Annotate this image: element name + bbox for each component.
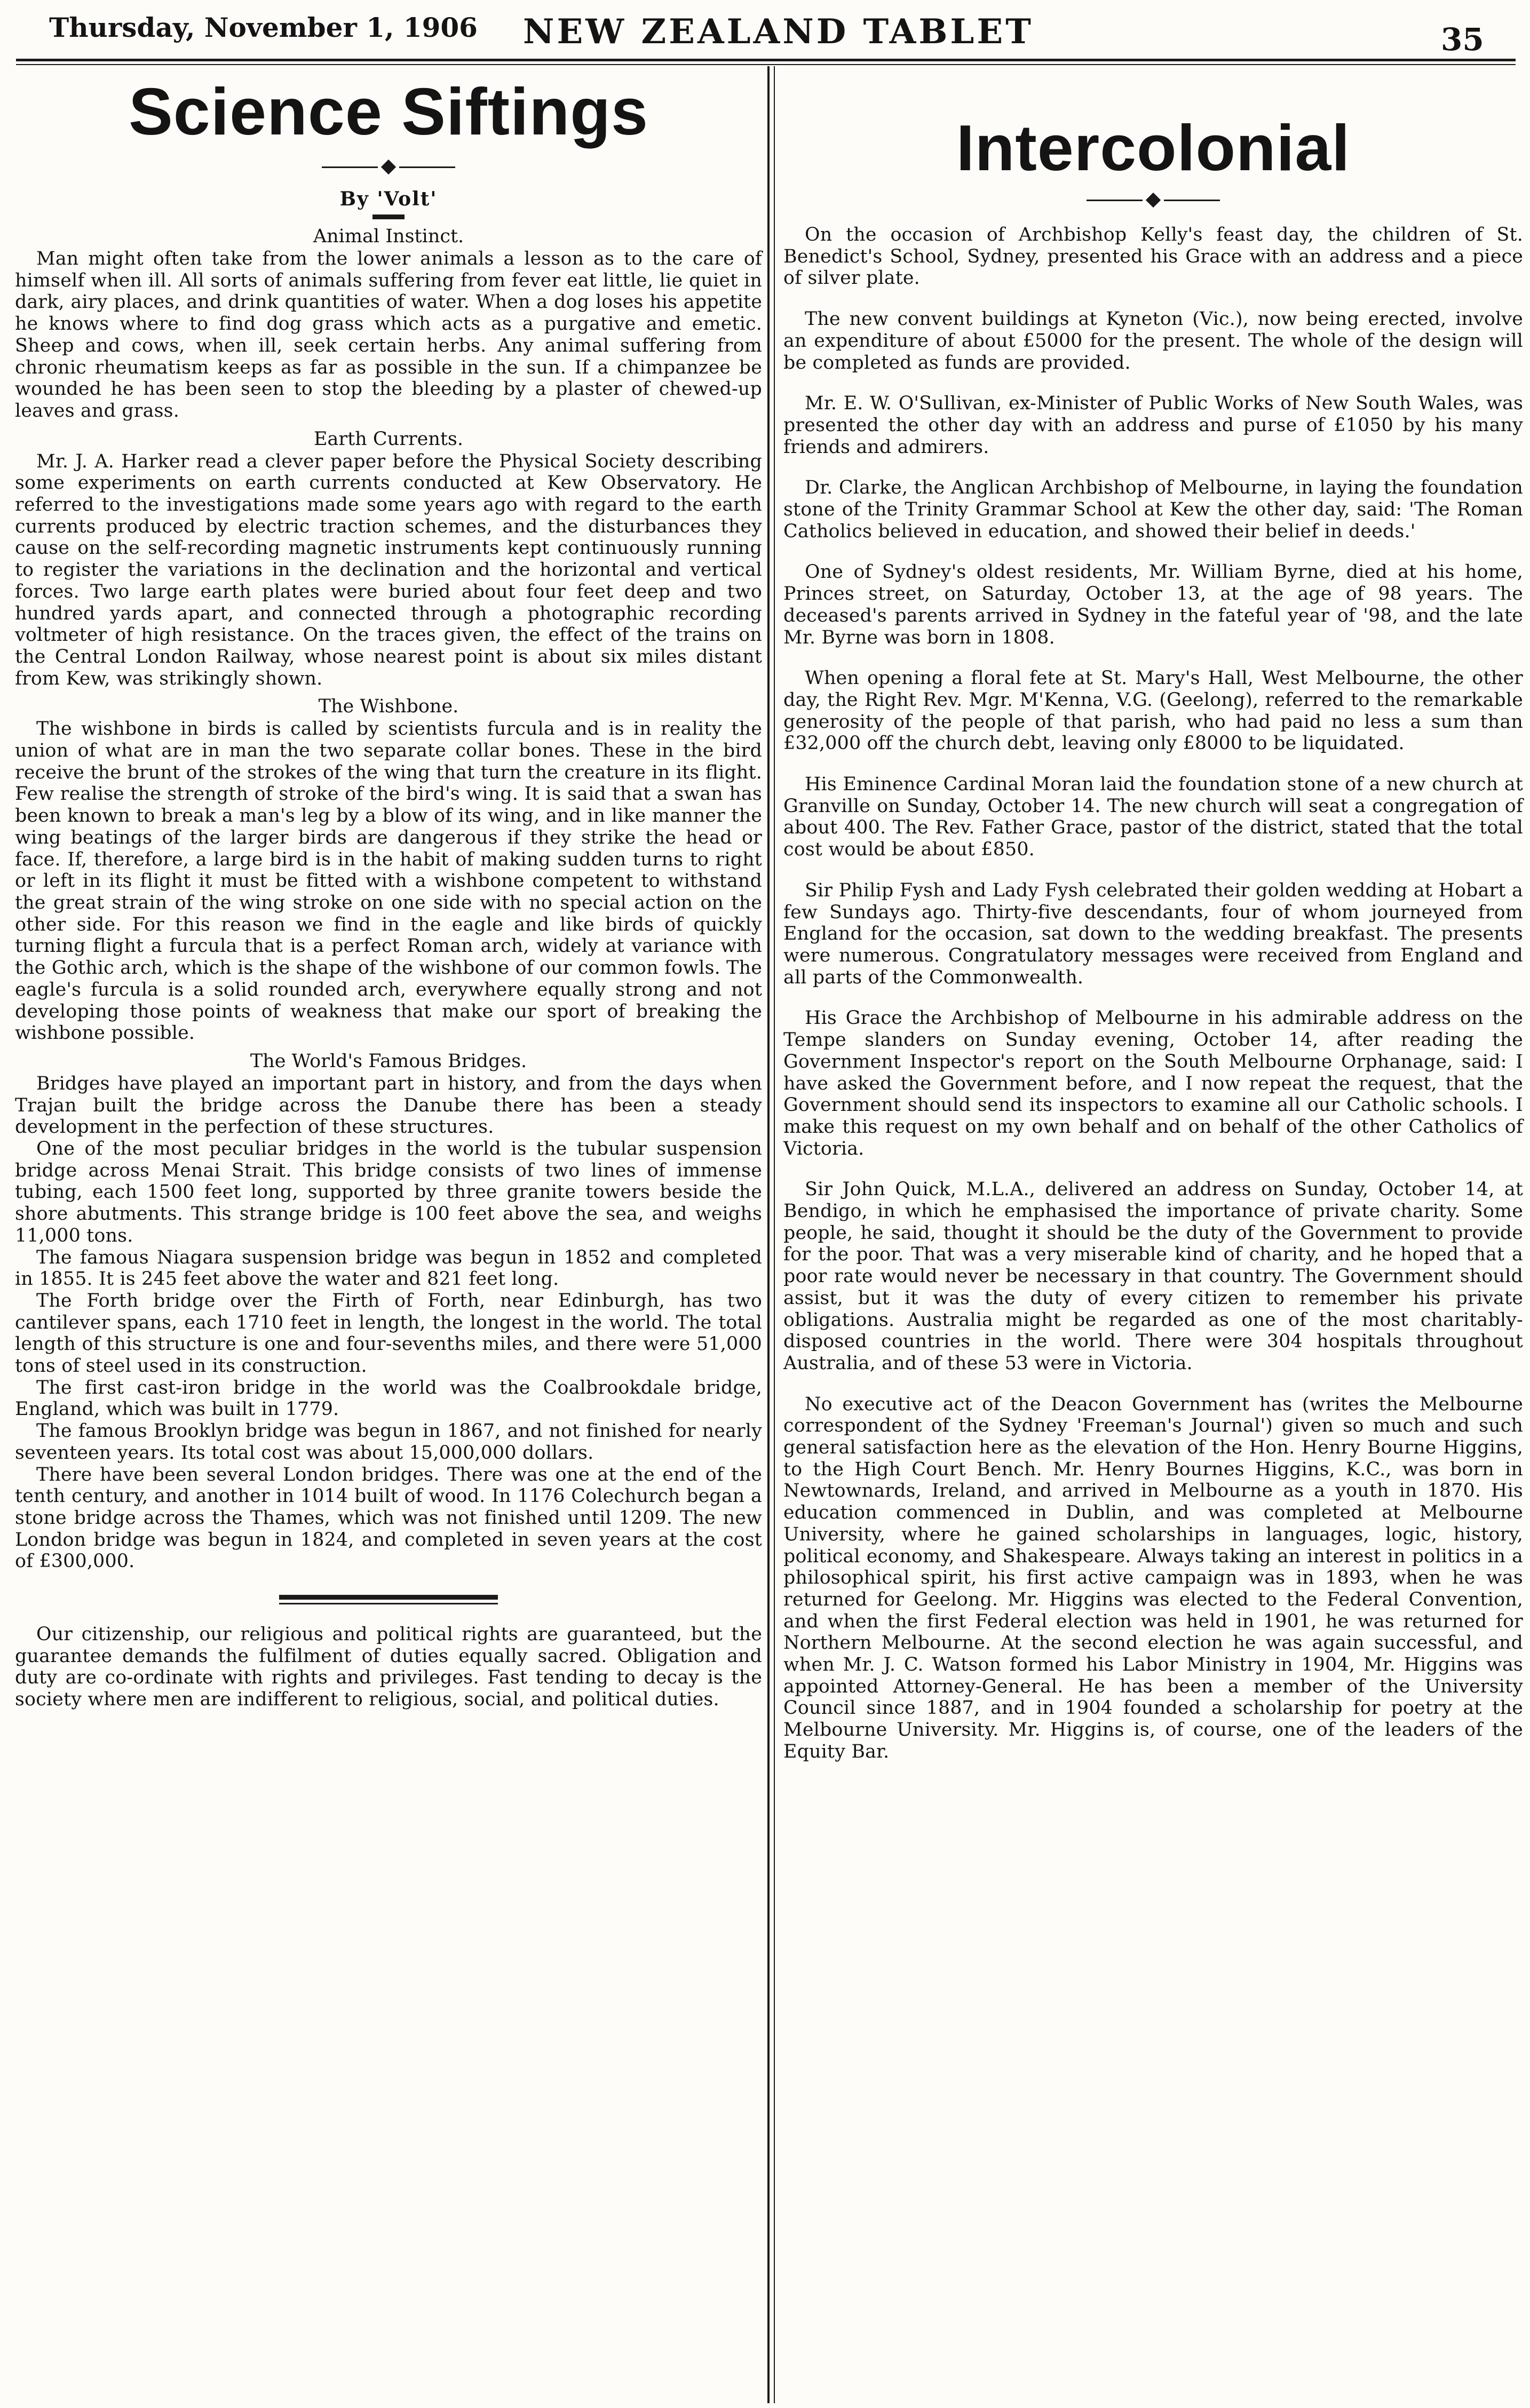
byline: By 'Volt' bbox=[339, 188, 438, 210]
subheading: The Wishbone. bbox=[318, 696, 459, 718]
news-item: Dr. Clarke, the Anglican Archbishop of Melbourne, in laying the foundation stone of the Trinity Grammar School at Kew the other day, said: 'The Roman Catholics believed in education, and showed their belief in deeds.' bbox=[783, 477, 1523, 542]
closing-paragraph: Our citizenship, our religious and political rights are guaranteed, but the guarantee demands the fulfilment of duties equally sacred. Obligation and duty are co-ordinate with rights and privileges. Fast tending to decay is the society where men are indifferent to religious, social, and political duties. bbox=[15, 1624, 762, 1711]
paragraph: The famous Niagara suspension bridge was begun in 1852 and completed in 1855. It is 245 feet above the water and 821 feet long. bbox=[15, 1246, 762, 1290]
paragraph: The first cast-iron bridge in the world was the Coalbrookdale bridge, England, which was built in 1779. bbox=[15, 1377, 762, 1420]
news-item: Sir Philip Fysh and Lady Fysh celebrated their golden wedding at Hobart a few Sundays ago. Thirty-five descendants, four of whom journeyed from England for the occasion, sat down to the wedding breakfast. The presents were numerous. Congratulatory messages were received from England and all parts of the Commonwealth. bbox=[783, 879, 1523, 988]
subheading: Earth Currents. bbox=[313, 428, 464, 450]
diamond-ornament-icon bbox=[1146, 193, 1161, 208]
intercolonial-column bbox=[783, 66, 1523, 1763]
title-ornament bbox=[1087, 190, 1220, 211]
newspaper-title: NEW ZEALAND TABLET bbox=[523, 12, 1034, 52]
article-animal-instinct bbox=[15, 225, 762, 422]
paragraph: The Forth bridge over the Firth of Forth, near Edinburgh, has two cantilever spans, each 1710 feet in length, the longest in the world. The total length of this structure is one and four-sevenths miles, and there were 51,000 tons of steel used in its construction. bbox=[15, 1290, 762, 1377]
byline-rule bbox=[372, 214, 405, 219]
section-title-intercolonial: Intercolonial bbox=[956, 112, 1351, 184]
paragraph: Mr. J. A. Harker read a clever paper before the Physical Society describing some experiments on earth currents conducted at Kew Observatory. He referred to the investigations made some years ago with regard to the earth currents produced by electric traction schemes, and the disturbances they cause on the self-recording magnetic instruments kept continuously running to register the variations in the declination and the horizontal and vertical forces. Two large earth plates were buried about four feet deep and two hundred yards apart, and connected through a photographic recording voltmeter of high resistance. On the traces given, the effect of the trains on the Central London Railway, whose nearest point is about six miles distant from Kew, was strikingly shown. bbox=[15, 450, 762, 689]
news-item: Mr. E. W. O'Sullivan, ex-Minister of Public Works of New South Wales, was presented the other day with an address and purse of £1050 by his many friends and admirers. bbox=[783, 393, 1523, 458]
news-item: Sir John Quick, M.L.A., delivered an address on Sunday, October 14, at Bendigo, in which he emphasised the importance of private charity. Some people, he said, thought it should be the duty of the Government to provide for the poor. That was a very miserable kind of charity, and he hoped that a poor rate would never be necessary in that country. The Government should assist, but it was the duty of every citizen to remember his private obligations. Australia might be regarded as one of the most charitably-disposed countries in the world. There were 304 hospitals throughout Australia, and of these 53 were in Victoria. bbox=[783, 1179, 1523, 1374]
paragraph: The famous Brooklyn bridge was begun in 1867, and not finished for nearly seventeen years. Its total cost was about 15,000,000 dollars. bbox=[15, 1420, 762, 1464]
page-number: 35 bbox=[1441, 21, 1484, 58]
section-title-science-siftings: Science Siftings bbox=[129, 75, 648, 149]
paragraph: Man might often take from the lower animals a lesson as to the care of himself when ill. All sorts of animals suffering from fever eat little, lie quiet in dark, airy places, and drink quantities of water. When a dog loses his appetite he knows where to find dog grass which acts as a purgative and emetic. Sheep and cows, when ill, seek certain herbs. Any animal suffering from chronic rheumatism keeps as far as possible in the sun. If a chimpanzee be wounded he has been seen to stop the bleeding by a plaster of chewed-up leaves and grass. bbox=[15, 248, 762, 422]
diamond-ornament-icon bbox=[381, 160, 396, 174]
header-rule bbox=[16, 59, 1516, 61]
news-item: When opening a floral fete at St. Mary's Hall, West Melbourne, the other day, the Right Rev. Mgr. M'Kenna, V.G. (Geelong), referred to the remarkable generosity of the people of that parish, who had paid no less a sum than £32,000 off the church debt, leaving only £8000 to be liquidated. bbox=[783, 667, 1523, 754]
paragraph: There have been several London bridges. There was one at the end of the tenth century, and another in 1014 built of wood. In 1176 Colechurch began a stone bridge across the Thames, which was not finished until 1209. The new London bridge was begun in 1824, and completed in seven years at the cost of £300,000. bbox=[15, 1464, 762, 1572]
subheading: Animal Instinct. bbox=[313, 226, 464, 247]
column-divider bbox=[767, 66, 770, 2403]
news-item: No executive act of the Deacon Government has (writes the Melbourne correspondent of the Sydney 'Freeman's Journal') given so much and such general satisfaction here as the elevation of the Hon. Henry Bourne Higgins, to the High Court Bench. Mr. Henry Bournes Higgins, K.C., was born in Newtownards, Ireland, and arrived in Melbourne as a youth in 1870. His education commenced in Dublin, and was completed at Melbourne University, where he gained scholarships in languages, logic, history, political economy, and Shakespeare. Always taking an interest in politics in a philosophical spirit, his first active campaign was in 1893, when he was returned for Geelong. Mr. Higgins was elected to the Federal Convention, and when the first Federal election was held in 1901, he was returned for Northern Melbourne. At the second election he was again successful, and when Mr. J. C. Watson formed his Labor Ministry in 1904, Mr. Higgins was appointed Attorney-General. He has been a member of the University Council since 1887, and in 1904 founded a scholarship for poetry at the Melbourne University. Mr. Higgins is, of course, one of the leaders of the Equity Bar. bbox=[783, 1393, 1523, 1762]
news-item: One of Sydney's oldest residents, Mr. William Byrne, died at his home, Princes street, on Saturday, October 13, at the age of 98 years. The deceased's parents arrived in Sydney in the fateful year of '98, and the late Mr. Byrne was born in 1808. bbox=[783, 561, 1523, 648]
header-rule-thin bbox=[16, 64, 1516, 65]
column-divider-thin bbox=[774, 66, 775, 2403]
news-item: His Grace the Archbishop of Melbourne in his admirable address on the Tempe slanders on Sunday evening, October 14, after reading the Government Inspector's report on the South Melbourne Orphanage, said: I have asked the Government before, and I now repeat the request, that the Government should send its inspectors to examine all our Catholic schools. I make this request on my own behalf and on behalf of the other Catholics of Victoria. bbox=[783, 1007, 1523, 1159]
article-famous-bridges bbox=[15, 1050, 762, 1572]
news-item: On the occasion of Archbishop Kelly's feast day, the children of St. Benedict's School, Sydney, presented his Grace with an address and a piece of silver plate. bbox=[783, 224, 1523, 289]
paragraph: One of the most peculiar bridges in the world is the tubular suspension bridge across Menai Strait. This bridge consists of two lines of immense tubing, each 1500 feet long, supported by three granite towers beside the shore abutments. This strange bridge is 100 feet above the sea, and weighs 11,000 tons. bbox=[15, 1138, 762, 1246]
title-ornament bbox=[322, 157, 455, 178]
news-item: His Eminence Cardinal Moran laid the foundation stone of a new church at Granville on Sunday, October 14. The new church will seat a congregation of about 400. The Rev. Father Grace, pastor of the district, stated that the total cost would be about £850. bbox=[783, 774, 1523, 861]
news-item: The new convent buildings at Kyneton (Vic.), now being erected, involve an expenditure of about £5000 for the present. The whole of the design will be completed as funds are provided. bbox=[783, 308, 1523, 373]
article-earth-currents bbox=[15, 427, 762, 690]
science-siftings-column bbox=[15, 66, 762, 1711]
paragraph: Bridges have played an important part in history, and from the days when Trajan built the bridge across the Danube there has been a steady development in the perfection of these structures. bbox=[15, 1072, 762, 1138]
paragraph: The wishbone in birds is called by scientists furcula and is in reality the union of what are in man the two separate collar bones. These in the bird receive the brunt of the strokes of the wing that turn the creature in its flight. Few realise the strength of stroke of the bird's wing. It is said that a swan has been known to break a man's leg by a blow of its wing, and in like manner the wing beatings of the larger birds are dangerous if they strike the head or face. If, therefore, a large bird is in the habit of making sudden turns to right or left in its flight it must be fitted with a wishbone competent to withstand the great strain of the wing stroke on one side with no special action on the other side. For this reason we find in the eagle and like birds of quickly turning flight a furcula that is a perfect Roman arch, widely at variance with the Gothic arch, which is the shape of the wishbone of our common fowls. The eagle's furcula is a solid rounded arch, everywhere equally strong and not developing those points of weakness that make our sport of breaking the wishbone possible. bbox=[15, 718, 762, 1044]
page-header bbox=[0, 0, 1530, 69]
subheading: The World's Famous Bridges. bbox=[250, 1050, 527, 1072]
article-wishbone bbox=[15, 695, 762, 1044]
issue-date: Thursday, November 1, 1906 bbox=[49, 12, 478, 43]
section-end-rule bbox=[279, 1595, 498, 1604]
